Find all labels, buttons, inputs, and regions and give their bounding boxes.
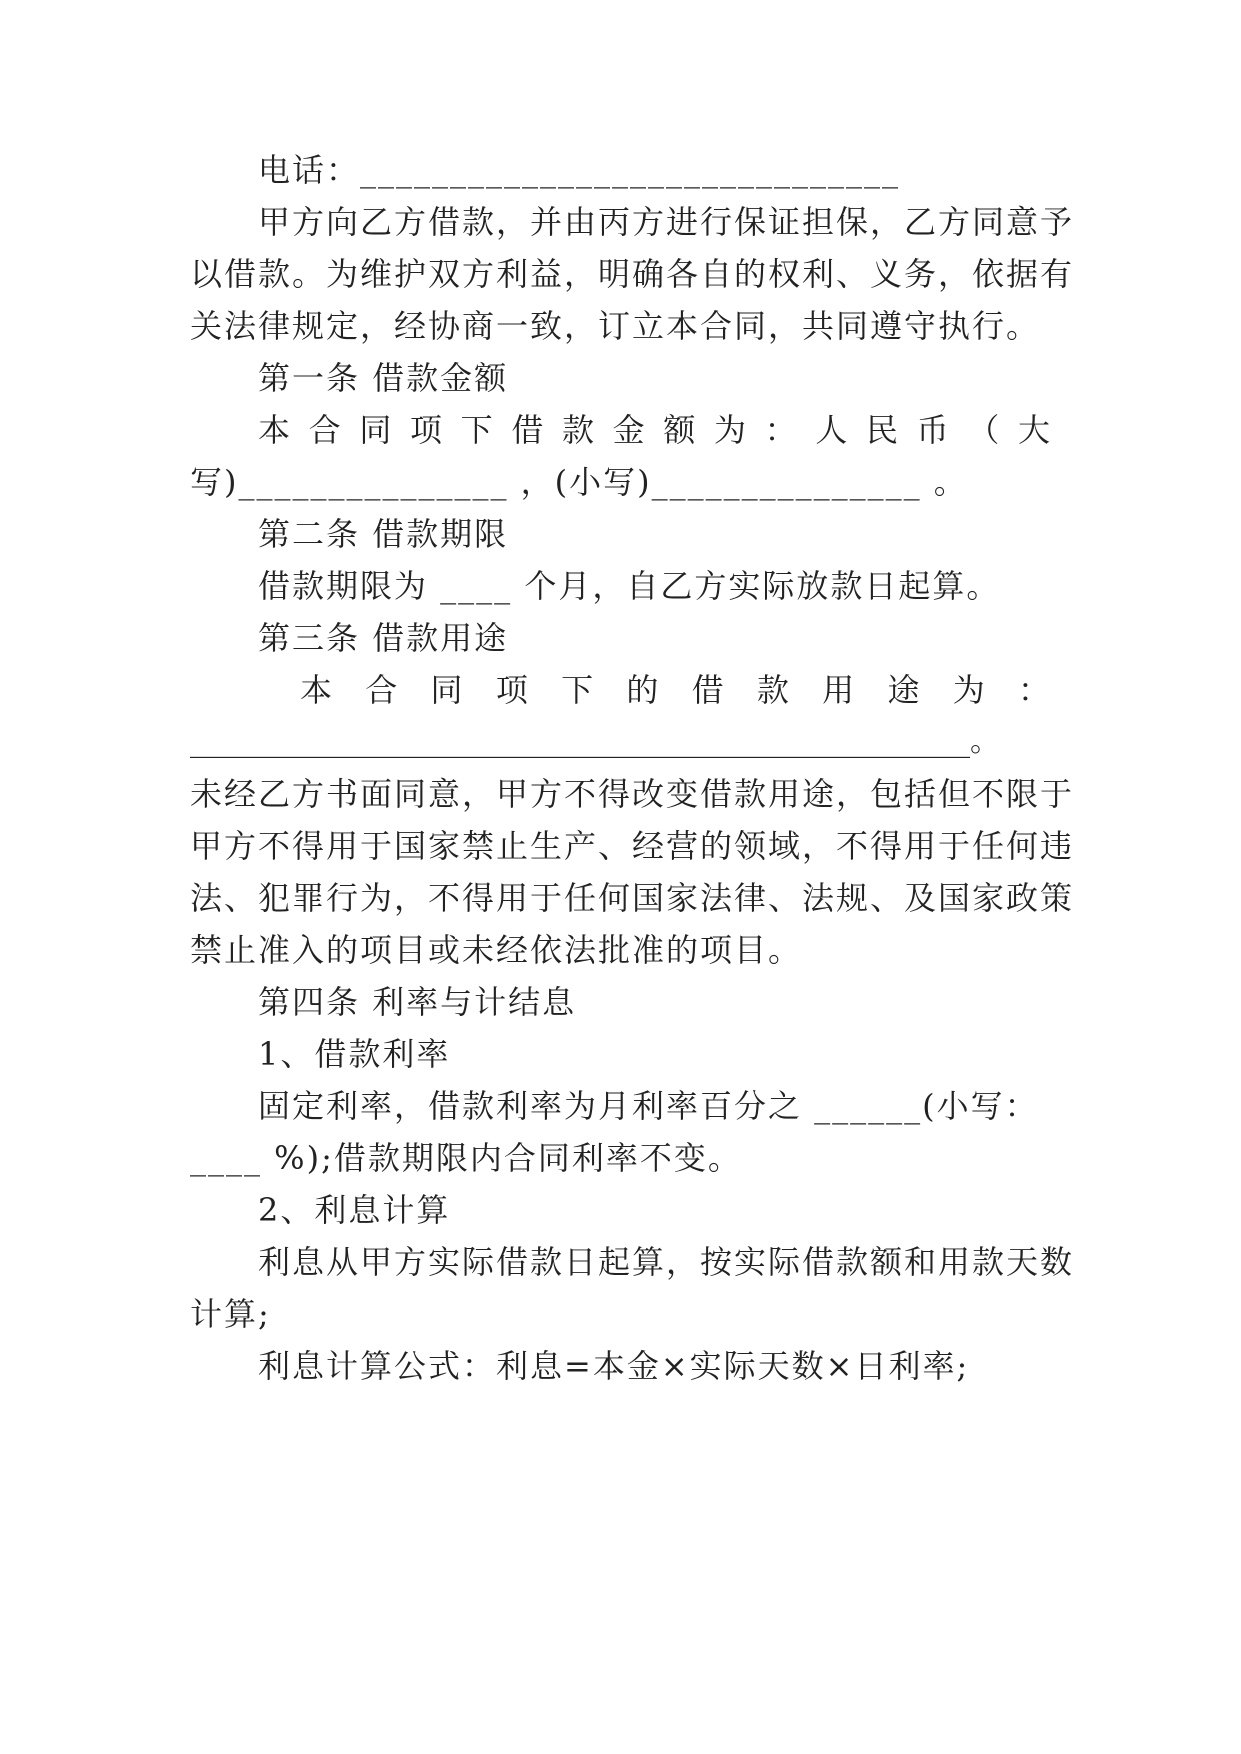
paragraph-line: 甲方向乙方借款，并由丙方进行保证担保，乙方同意予 [258,203,1075,241]
section-heading-2: 第二条 借款期限 [258,515,509,553]
paragraph-line: 未经乙方书面同意，甲方不得改变借款用途，包括但不限于 [190,775,1075,813]
section-heading-4: 第四条 利率与计结息 [258,983,577,1021]
paragraph-line: 关法律规定，经协商一致，订立本合同，共同遵守执行。 [190,307,1041,345]
purpose-blank-line: ____________________________________________________。 [190,724,1000,759]
purpose-line: 本合同项下的借款用途为： [300,671,1050,709]
term-line: 借款期限为 ____ 个月，自乙方实际放款日起算。 [258,567,1001,605]
formula-line: 利息计算公式：利息=本金×实际天数×日利率; [258,1347,970,1385]
paragraph-line: 甲方不得用于国家禁止生产、经营的领域，不得用于任何违 [190,827,1075,865]
phone-line: 电话：______________________________ [258,151,901,189]
rate-line: 固定利率，借款利率为月利率百分之 ______(小写： [258,1087,1039,1125]
subheading-rate: 1、借款利率 [258,1035,451,1073]
interest-line: 利息从甲方实际借款日起算，按实际借款额和用款天数 [258,1243,1075,1281]
paragraph-line: 以借款。为维护双方利益，明确各自的权利、义务，依据有 [190,255,1075,293]
amount-blank-line: 写)_______________ ，(小写)_______________ 。 [190,463,968,501]
section-heading-1: 第一条 借款金额 [258,359,509,397]
amount-line: 本合同项下借款金额为：人民币（大 [258,411,1050,449]
interest-line-cont: 计算; [190,1295,271,1333]
subheading-interest: 2、利息计算 [258,1191,451,1229]
paragraph-line: 禁止准入的项目或未经依法批准的项目。 [190,931,803,969]
rate-line-cont: ____ %);借款期限内合同利率不变。 [190,1139,742,1177]
section-heading-3: 第三条 借款用途 [258,619,509,657]
paragraph-line: 法、犯罪行为，不得用于任何国家法律、法规、及国家政策 [190,879,1075,917]
